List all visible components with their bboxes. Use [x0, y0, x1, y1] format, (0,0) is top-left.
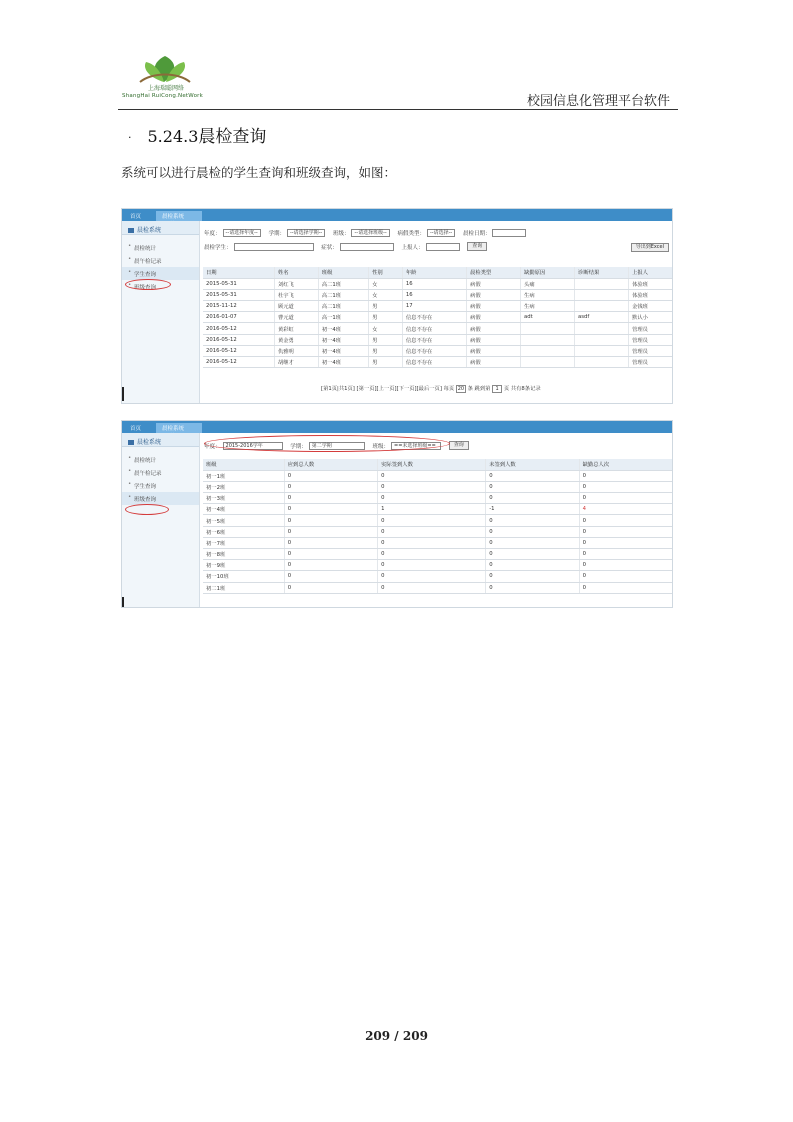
table-cell: 管理员 [629, 323, 673, 334]
tab-home[interactable]: 首页 [130, 214, 142, 220]
table-cell: 0 [378, 481, 486, 492]
table-row[interactable] [203, 526, 673, 537]
table-cell: 女 [369, 323, 403, 334]
highlight-circle [204, 435, 450, 452]
table-cell: 16 [402, 289, 466, 300]
logo-chinese-text: 上海瑞聪网络 [148, 85, 185, 92]
table-cell: 0 [579, 470, 672, 481]
term-select[interactable]: --请选择学期-- [287, 229, 325, 237]
table-cell: 0 [284, 582, 377, 593]
date-input[interactable] [492, 229, 526, 237]
table-cell: 0 [284, 560, 377, 571]
table-cell: 顾元道 [274, 301, 318, 312]
highlight-circle [125, 279, 171, 290]
table-cell: 1 [378, 504, 486, 515]
filter-row-1 [204, 229, 532, 239]
scrollbar[interactable] [122, 597, 124, 608]
table-row[interactable] [203, 549, 673, 560]
table-cell: 信息不存在 [402, 357, 466, 368]
table-cell [521, 323, 575, 334]
column-header: 性别 [369, 267, 403, 278]
table-cell: 0 [486, 571, 579, 582]
table-row[interactable] [203, 289, 673, 300]
table-cell: 0 [284, 481, 377, 492]
table-cell: 0 [579, 493, 672, 504]
table-cell: 男 [369, 357, 403, 368]
page-number: 209 / 209 [365, 1029, 428, 1043]
table-cell [521, 357, 575, 368]
year-select[interactable]: --请选择年度-- [223, 229, 261, 237]
table-cell: 0 [486, 537, 579, 548]
table-cell: 高二1班 [318, 289, 368, 300]
reporter-label: 上报人： [401, 244, 424, 251]
tab-morning-check[interactable] [156, 211, 202, 221]
table-cell: 初一9班 [203, 560, 284, 571]
tab-bar [122, 421, 672, 433]
sidebar-item-records[interactable]: • 晨午检记录 [122, 466, 199, 479]
table-cell: 4 [579, 504, 672, 515]
class-select[interactable]: --请选择班级-- [351, 229, 389, 237]
table-cell: 曹元道 [274, 312, 318, 323]
class-table [203, 459, 673, 594]
table-cell: 2015-05-31 [203, 278, 274, 289]
column-header: 未签到人数 [486, 459, 579, 470]
export-excel-button[interactable]: 导出到Excel [631, 243, 669, 252]
table-cell: 病假 [467, 357, 521, 368]
table-cell [575, 345, 629, 356]
table-row[interactable] [203, 470, 673, 481]
symptom-input[interactable] [340, 243, 394, 251]
main-content [201, 221, 672, 403]
table-cell: 初一5班 [203, 515, 284, 526]
table-cell: 初二1班 [203, 582, 284, 593]
table-cell: 金钱班 [629, 301, 673, 312]
tab-home[interactable]: 首页 [130, 426, 142, 432]
table-cell: asdf [575, 312, 629, 323]
table-cell: 男 [369, 301, 403, 312]
table-row[interactable] [203, 323, 673, 334]
table-cell: 女 [369, 289, 403, 300]
column-header: 上报人 [629, 267, 673, 278]
table-cell: 病假 [467, 323, 521, 334]
table-cell: 0 [486, 470, 579, 481]
table-cell: 0 [284, 571, 377, 582]
table-cell: 0 [284, 504, 377, 515]
table-row[interactable] [203, 504, 673, 515]
table-cell: 病假 [467, 312, 521, 323]
column-header: 日期 [203, 267, 274, 278]
table-cell: 16 [402, 278, 466, 289]
table-cell: 初一4班 [318, 357, 368, 368]
table-cell: 初一4班 [318, 334, 368, 345]
table-cell: 0 [579, 582, 672, 593]
table-cell: 病假 [467, 289, 521, 300]
column-header: 应到总人数 [284, 459, 377, 470]
header-title: 校园信息化管理平台软件 [526, 94, 670, 109]
table-cell: 0 [378, 537, 486, 548]
table-cell: 男 [369, 345, 403, 356]
table-cell [521, 334, 575, 345]
class-label: 班级： [332, 231, 350, 237]
column-header: 实际签到人数 [378, 459, 486, 470]
heading-bullet: · [128, 130, 132, 144]
table-row[interactable] [203, 493, 673, 504]
table-cell: 初一6班 [203, 526, 284, 537]
table-cell: -1 [486, 504, 579, 515]
table-cell: 男 [369, 312, 403, 323]
table-cell: 0 [579, 481, 672, 492]
sidebar-item-class-query[interactable]: • 班级查询 [122, 492, 199, 505]
table-cell: 0 [579, 571, 672, 582]
table-cell: 高一1班 [318, 312, 368, 323]
logo-english-text: ShangHai RuiCong.NetWork [122, 93, 204, 99]
sidebar-item-statistics[interactable]: • 晨检统计 [122, 241, 199, 254]
table-cell: 管理员 [629, 334, 673, 345]
table-row[interactable] [203, 560, 673, 571]
column-header: 缺勤原因 [521, 267, 575, 278]
column-header: 年龄 [402, 267, 466, 278]
table-cell [521, 345, 575, 356]
table-row[interactable] [203, 357, 673, 368]
table-cell: 初一1班 [203, 470, 284, 481]
table-cell: 管理员 [629, 357, 673, 368]
student-label: 晨检学生： [204, 244, 232, 251]
chart-icon [128, 440, 134, 445]
table-cell: 0 [486, 493, 579, 504]
table-row[interactable] [203, 334, 673, 345]
table-cell: 病假 [467, 278, 521, 289]
table-cell: 0 [378, 582, 486, 593]
table-cell: 病假 [467, 334, 521, 345]
table-cell: 0 [579, 515, 672, 526]
table-cell: 杜宇飞 [274, 289, 318, 300]
year-select[interactable]: 2015-2016学年 [223, 442, 283, 450]
table-cell: 信息不存在 [402, 312, 466, 323]
table-cell: 0 [284, 493, 377, 504]
column-header: 姓名 [274, 267, 318, 278]
table-cell: 体验班 [629, 289, 673, 300]
table-cell: 女 [369, 278, 403, 289]
table-cell: 0 [378, 549, 486, 560]
table-cell: 初一4班 [203, 504, 284, 515]
table-cell [575, 323, 629, 334]
class-label: 班级： [372, 443, 390, 450]
column-header: 班级 [318, 267, 368, 278]
scrollbar[interactable] [122, 387, 124, 401]
sidebar-title: 晨检系统 [137, 227, 162, 234]
table-cell: 0 [579, 526, 672, 537]
table-cell: 2016-05-12 [203, 323, 274, 334]
pager-jump-label: 条 跳到第 [467, 386, 491, 392]
section-number: 5.24.3 [147, 127, 199, 146]
table-cell: 高二1班 [318, 301, 368, 312]
table-cell: 0 [579, 549, 672, 560]
student-table [203, 267, 673, 368]
page-number-input[interactable]: 1 [492, 385, 502, 393]
table-cell: 信息不存在 [402, 345, 466, 356]
section-heading [128, 122, 266, 147]
tab-label: 晨检系统 [162, 214, 185, 220]
year-label: 年度： [204, 443, 221, 450]
section-title: 晨检查询 [198, 127, 267, 147]
type-label: 病假类型： [397, 231, 425, 237]
document-header [118, 52, 678, 110]
table-cell: 2016-05-12 [203, 357, 274, 368]
table-cell: 头痛 [521, 278, 575, 289]
table-cell: 0 [284, 515, 377, 526]
table-cell: 2016-05-12 [203, 334, 274, 345]
table-cell [575, 357, 629, 368]
highlight-circle [125, 504, 169, 515]
table-cell [575, 289, 629, 300]
table-cell: 高二1班 [318, 278, 368, 289]
table-cell: 0 [579, 560, 672, 571]
sidebar-title: 晨检系统 [137, 439, 162, 446]
sidebar [122, 433, 200, 607]
table-cell: 初一10班 [203, 571, 284, 582]
table-cell: 0 [378, 571, 486, 582]
column-header: 缺勤总人次 [579, 459, 672, 470]
table-cell: 0 [486, 526, 579, 537]
table-cell: 管理员 [629, 345, 673, 356]
year-label: 年度： [204, 231, 221, 237]
sidebar-item-student-query[interactable]: • 学生查询 [122, 479, 199, 492]
table-cell: 0 [284, 549, 377, 560]
table-cell: 0 [378, 470, 486, 481]
table-cell: 0 [486, 560, 579, 571]
column-header: 晨检类型 [467, 267, 521, 278]
student-input[interactable] [234, 243, 314, 251]
table-row[interactable] [203, 515, 673, 526]
term-label: 学期： [290, 443, 307, 450]
table-cell: 病假 [467, 345, 521, 356]
symptom-label: 症状： [321, 244, 338, 251]
table-cell: 默认小 [629, 312, 673, 323]
table-cell: 信息不存在 [402, 323, 466, 334]
table-cell: 黄金勇 [274, 334, 318, 345]
pagination [321, 384, 541, 393]
sidebar-header [122, 433, 199, 447]
table-cell: 0 [378, 560, 486, 571]
table-cell: 生病 [521, 289, 575, 300]
table-cell [575, 278, 629, 289]
table-cell: 2015-05-31 [203, 289, 274, 300]
query-button[interactable]: 查询 [467, 242, 487, 251]
table-cell: 0 [378, 493, 486, 504]
column-header: 诊断结果 [575, 267, 629, 278]
table-cell: 0 [486, 515, 579, 526]
filter-bar [204, 229, 669, 255]
table-cell: 信息不存在 [402, 334, 466, 345]
table-cell: 仇雅明 [274, 345, 318, 356]
table-cell: 0 [284, 537, 377, 548]
sidebar-item-student-query[interactable]: • 学生查询 [122, 267, 199, 280]
table-cell: 0 [486, 582, 579, 593]
table-row[interactable] [203, 312, 673, 323]
table-row[interactable] [203, 345, 673, 356]
table-row[interactable] [203, 301, 673, 312]
type-select[interactable]: --请选择-- [427, 229, 455, 237]
date-label: 晨检日期： [462, 231, 491, 237]
student-query-screenshot [121, 208, 673, 404]
class-query-screenshot [121, 420, 673, 608]
chart-icon [128, 228, 134, 233]
table-header-row [203, 459, 673, 470]
query-button[interactable]: 查询 [449, 441, 469, 450]
column-header: 班级 [203, 459, 284, 470]
table-cell: 0 [378, 526, 486, 537]
table-cell: 体验班 [629, 278, 673, 289]
table-cell: 2015-11-12 [203, 301, 274, 312]
table-row[interactable] [203, 278, 673, 289]
table-cell: 生病 [521, 301, 575, 312]
sidebar-item-class-query[interactable]: • 班级查询 [122, 280, 199, 293]
sidebar-item-statistics[interactable]: • 晨检统计 [122, 453, 199, 466]
table-cell: 0 [486, 549, 579, 560]
table-cell: 黄彩虹 [274, 323, 318, 334]
table-cell: 初一3班 [203, 493, 284, 504]
tab-label: 晨检系统 [162, 426, 185, 432]
main-content [201, 433, 672, 607]
table-cell: adt [521, 312, 575, 323]
table-row[interactable] [203, 571, 673, 582]
table-row[interactable] [203, 582, 673, 593]
table-row[interactable] [203, 537, 673, 548]
table-cell: 男 [369, 334, 403, 345]
table-cell: 胡继才 [274, 357, 318, 368]
table-cell: 初一4班 [318, 345, 368, 356]
page-size-input[interactable]: 20 [457, 385, 465, 392]
table-cell: 0 [284, 470, 377, 481]
table-cell: 病假 [467, 301, 521, 312]
table-cell: 初一7班 [203, 537, 284, 548]
table-cell: 0 [579, 537, 672, 548]
pager-total: 页 共有8条记录 [503, 386, 541, 392]
table-cell: 初一8班 [203, 549, 284, 560]
intro-paragraph: 系统可以进行晨检的学生查询和班级查询，如图： [121, 165, 397, 180]
table-cell: 2016-05-12 [203, 345, 274, 356]
term-label: 学期： [268, 231, 285, 237]
table-row[interactable] [203, 481, 673, 492]
class-select[interactable]: ==未选择班级== [391, 442, 441, 450]
table-cell: 初一4班 [318, 323, 368, 334]
tab-morning-check[interactable] [156, 423, 202, 433]
reporter-input[interactable] [426, 243, 460, 251]
table-cell: 2016-01-07 [203, 312, 274, 323]
table-header-row [203, 267, 673, 278]
table-cell: 0 [284, 526, 377, 537]
sidebar [122, 221, 200, 403]
table-cell: 0 [486, 481, 579, 492]
filter-row-2 [204, 242, 487, 252]
pager-nav[interactable]: [第1页|共1页] [第一页][上一页][下一页][最后一页] 每页 [321, 386, 455, 392]
table-cell: 初一2班 [203, 481, 284, 492]
table-cell: 17 [402, 301, 466, 312]
term-select[interactable]: 第二学期 [309, 442, 365, 450]
table-cell [575, 301, 629, 312]
tab-bar [122, 209, 672, 221]
table-cell: 0 [378, 515, 486, 526]
sidebar-item-records[interactable]: • 晨午检记录 [122, 254, 199, 267]
table-cell: 刘红飞 [274, 278, 318, 289]
table-cell [575, 334, 629, 345]
sidebar-header [122, 221, 199, 235]
